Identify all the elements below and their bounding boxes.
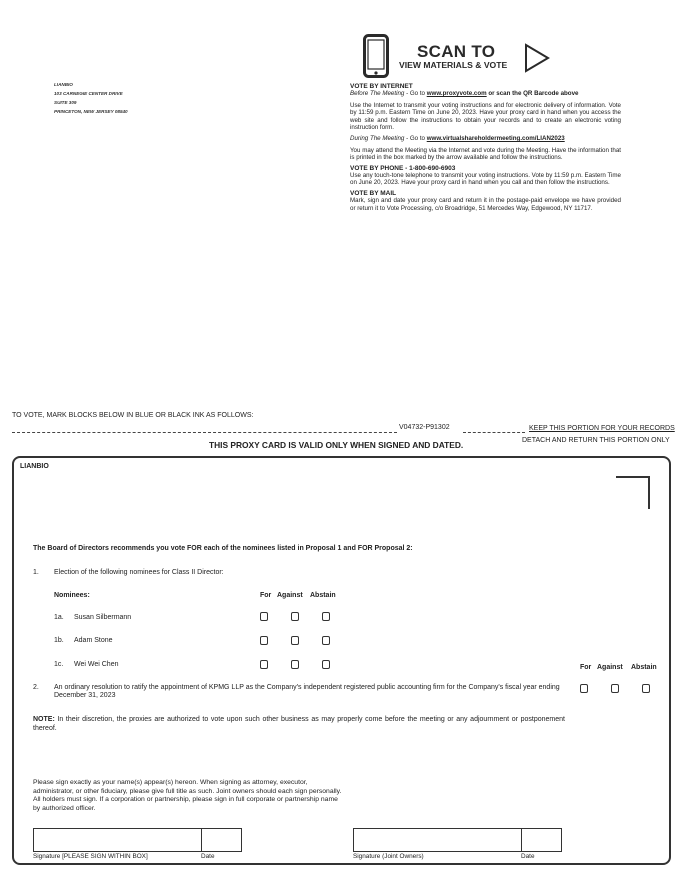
mark-instructions: TO VOTE, MARK BLOCKS BELOW IN BLUE OR BLACK INK AS FOLLOWS: xyxy=(12,412,254,419)
detach-line xyxy=(463,432,525,433)
checkbox-1b-abstain[interactable] xyxy=(322,636,330,645)
phone-body: Use any touch-tone telephone to transmit your voting instructions. Vote by 11:59 p.m. Eastern Time on June 20, 2023. Have your proxy card in hand when you call and then follow the instructions. xyxy=(350,172,621,187)
checkbox-2-for[interactable] xyxy=(580,684,588,693)
note xyxy=(33,716,565,733)
goto-text: - Go to xyxy=(404,135,427,143)
keep-portion-label: KEEP THIS PORTION FOR YOUR RECORDS xyxy=(529,425,675,432)
joint-date-label: Date xyxy=(521,853,535,860)
checkbox-1a-abstain[interactable] xyxy=(322,612,330,621)
column-for: For xyxy=(260,592,272,599)
proposal-2-number: 2. xyxy=(33,684,39,691)
nominee-number: 1c. xyxy=(54,661,64,668)
checkbox-1c-against[interactable] xyxy=(291,660,299,669)
checkbox-1b-for[interactable] xyxy=(260,636,268,645)
nominees-header: Nominees: xyxy=(54,592,90,599)
checkbox-1c-abstain[interactable] xyxy=(322,660,330,669)
detach-portion-label: DETACH AND RETURN THIS PORTION ONLY xyxy=(522,437,670,444)
arrow-icon xyxy=(524,43,550,73)
sign-instructions: Please sign exactly as your name(s) appear(s) hereon. When signing as attorney, executor, administrator, or other fiduciary, please give full title as such. Joint owners should each sign personally. All holders must sign. If a corporation or partnership, please sign in full corporate or partnership name by authorized officer. xyxy=(33,779,342,812)
checkbox-1a-for[interactable] xyxy=(260,612,268,621)
address-line: 103 CARNEGIE CENTER DRIVE xyxy=(54,91,123,96)
nominee-name: Adam Stone xyxy=(74,637,113,644)
nominee-number: 1a. xyxy=(54,614,64,621)
vote-mail-heading: VOTE BY MAIL xyxy=(350,189,397,197)
column-for: For xyxy=(580,664,592,671)
proxyvote-link[interactable]: www.proxyvote.com xyxy=(426,90,487,98)
internet-body: Use the Internet to transmit your voting instructions and for electronic delivery of information. Vote by 11:59 p.m. Eastern Time on June 20, 2023. Have your proxy card in hand when you access the web site and follow the instructions to obtain your records and to create an electronic voting instruction form. xyxy=(350,101,621,132)
detach-line xyxy=(12,432,397,433)
date-label: Date xyxy=(201,853,215,860)
note-text: In their discretion, the proxies are authorized to vote upon such other business as may properly come before the meeting or any adjournment or postponement thereof. xyxy=(33,716,565,732)
address-line: SUITE 309 xyxy=(54,100,77,105)
address-line: PRINCETON, NEW JERSEY 08540 xyxy=(54,109,128,114)
corner-mark xyxy=(616,476,650,509)
return-address xyxy=(54,80,128,116)
nominee-name: Wei Wei Chen xyxy=(74,661,119,668)
proposal-2-text: An ordinary resolution to ratify the appointment of KPMG LLP as the Company's independent registered public accounting firm for the Company's fiscal year ending December 31, 2023 xyxy=(54,684,560,700)
virtual-meeting-link[interactable]: www.virtualshareholdermeeting.com/LIAN2023 xyxy=(426,135,565,143)
vote-internet-heading: VOTE BY INTERNET xyxy=(350,83,413,90)
column-against: Against xyxy=(597,664,623,671)
column-abstain: Abstain xyxy=(310,592,336,599)
checkbox-2-against[interactable] xyxy=(611,684,619,693)
during-meeting-line xyxy=(350,135,621,142)
date-box[interactable] xyxy=(201,828,242,852)
joint-signature-label: Signature (Joint Owners) xyxy=(353,853,424,860)
column-abstain: Abstain xyxy=(631,664,657,671)
before-meeting-label: Before The Meeting xyxy=(350,90,405,98)
mail-body: Mark, sign and date your proxy card and return it in the postage-paid envelope we have provided or return it to Vote Processing, c/o Broadridge, 51 Mercedes Way, Edgewood, NY 11717. xyxy=(350,197,621,212)
scan-title: SCAN TO xyxy=(417,42,496,61)
checkbox-2-abstain[interactable] xyxy=(642,684,650,693)
signature-label: Signature [PLEASE SIGN WITHIN BOX] xyxy=(33,853,148,860)
vote-phone-heading: VOTE BY PHONE - 1-800-690-6903 xyxy=(350,164,456,172)
vote-internet-section xyxy=(350,83,621,212)
proposal-1-number: 1. xyxy=(33,569,39,576)
before-meeting-line xyxy=(350,90,621,97)
goto-text: - Go to xyxy=(404,90,427,98)
during-meeting-label: During The Meeting xyxy=(350,135,405,143)
smartphone-icon xyxy=(363,34,389,78)
validity-notice: THIS PROXY CARD IS VALID ONLY WHEN SIGNED AND DATED. xyxy=(209,440,464,450)
joint-signature-box[interactable] xyxy=(353,828,522,852)
signature-box[interactable] xyxy=(33,828,202,852)
column-against: Against xyxy=(277,592,303,599)
proposal-1-text: Election of the following nominees for Class II Director: xyxy=(54,569,224,576)
note-label: NOTE: xyxy=(33,716,55,723)
joint-date-box[interactable] xyxy=(521,828,562,852)
during-meeting-body: You may attend the Meeting via the Internet and vote during the Meeting. Have the information that is printed in the box marked by the arrow available and follow the instructions. xyxy=(350,146,621,162)
company-name: LIANBIO xyxy=(20,463,49,470)
checkbox-1c-for[interactable] xyxy=(260,660,268,669)
qr-text: or scan the QR Barcode above xyxy=(486,90,579,98)
checkbox-1b-against[interactable] xyxy=(291,636,299,645)
checkbox-1a-against[interactable] xyxy=(291,612,299,621)
control-number: V04732-P91302 xyxy=(399,424,450,431)
nominee-number: 1b. xyxy=(54,637,64,644)
address-line: LIANBIO xyxy=(54,82,73,87)
nominee-name: Susan Silbermann xyxy=(74,614,132,621)
board-recommendation: The Board of Directors recommends you vote FOR each of the nominees listed in Proposal 1 and FOR Proposal 2: xyxy=(33,545,413,552)
scan-subtitle: VIEW MATERIALS & VOTE xyxy=(399,60,508,70)
